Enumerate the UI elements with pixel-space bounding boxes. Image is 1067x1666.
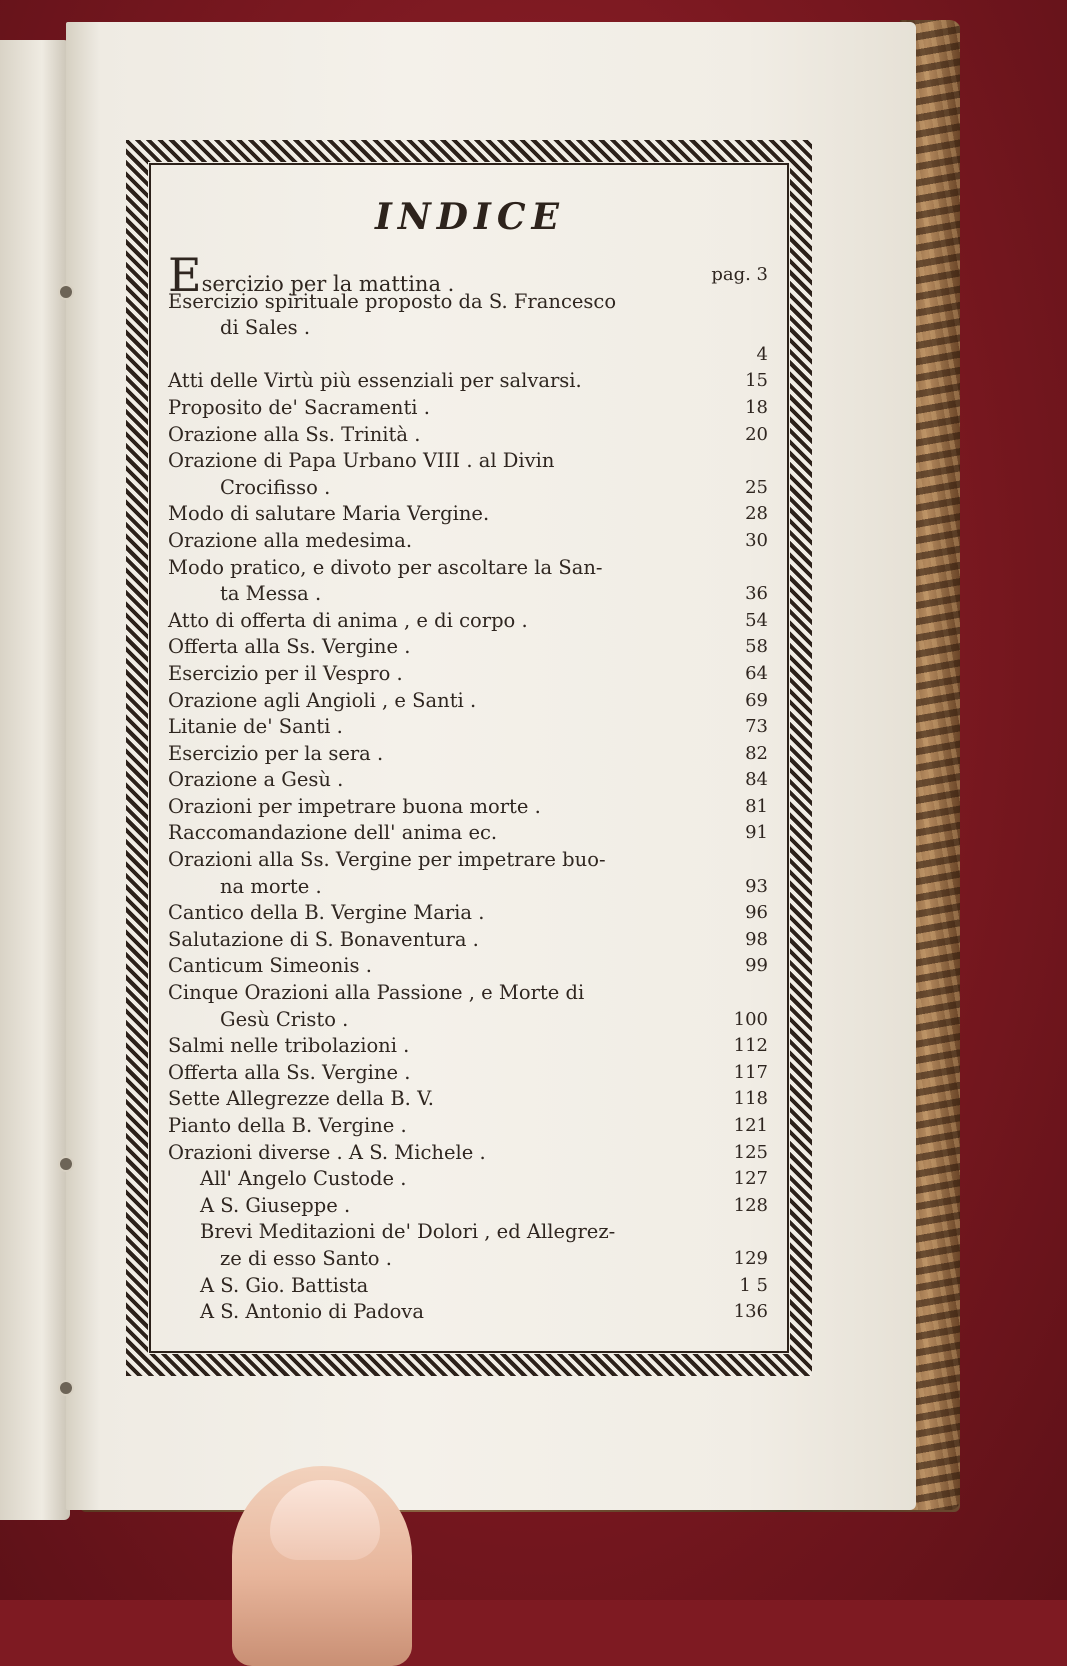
toc-entry-page-number: 93 bbox=[745, 875, 768, 897]
toc-entry-title: Esercizio per la mattina . bbox=[168, 248, 455, 302]
toc-entry bbox=[168, 1033, 768, 1060]
toc-entry bbox=[168, 501, 768, 528]
index-title: INDICE bbox=[375, 196, 565, 238]
toc-entry-page-number: 73 bbox=[745, 716, 768, 738]
toc-entry-page-number: 54 bbox=[745, 609, 768, 631]
toc-entry-title: A S. Giuseppe . bbox=[200, 1193, 351, 1217]
toc-entry-page-number: 82 bbox=[745, 742, 768, 764]
toc-entry bbox=[168, 555, 768, 582]
toc-entry-title: Litanie de' Santi . bbox=[168, 715, 343, 739]
toc-entry-page-number: 136 bbox=[733, 1301, 768, 1323]
toc-entry bbox=[168, 1007, 768, 1034]
toc-entry bbox=[168, 714, 768, 741]
toc-entry bbox=[168, 448, 768, 475]
toc-entry bbox=[168, 927, 768, 954]
toc-entry-title: Modo pratico, e divoto per ascoltare la San- bbox=[168, 555, 603, 579]
toc-entry bbox=[168, 874, 768, 901]
toc-entry-title: Brevi Meditazioni de' Dolori , ed Allegrez- bbox=[200, 1220, 616, 1244]
toc-entry-title: ze di esso Santo . bbox=[220, 1246, 392, 1270]
toc-entry-page-number: 84 bbox=[745, 769, 768, 791]
binding-stitch bbox=[60, 286, 72, 298]
toc-entry-page-number: 4 bbox=[756, 343, 768, 365]
toc-entry bbox=[168, 688, 768, 715]
toc-entry-title: Cinque Orazioni alla Passione , e Morte di bbox=[168, 981, 585, 1005]
toc-entry bbox=[168, 661, 768, 688]
toc-entry-page-number: 125 bbox=[733, 1141, 768, 1163]
toc-entry bbox=[168, 608, 768, 635]
toc-entry-title: Orazione di Papa Urbano VIII . al Divin bbox=[168, 449, 555, 473]
toc-entry-title: Crocifisso . bbox=[220, 475, 331, 499]
toc-entry-title: na morte . bbox=[220, 874, 322, 898]
toc-entry-title: di Sales . bbox=[220, 316, 311, 340]
toc-entry bbox=[168, 1140, 768, 1167]
toc-entry-title: Orazione agli Angioli , e Santi . bbox=[168, 688, 477, 712]
toc-entry-title: Orazione alla Ss. Trinità . bbox=[168, 422, 421, 446]
toc-entry-page-number: 118 bbox=[733, 1088, 768, 1110]
toc-entry bbox=[168, 395, 768, 422]
toc-entry-title: Modo di salutare Maria Vergine. bbox=[168, 502, 490, 526]
toc-entry-page-number: 112 bbox=[733, 1035, 768, 1057]
toc-entry-page-number: 81 bbox=[745, 795, 768, 817]
toc-entry-title: Pianto della B. Vergine . bbox=[168, 1114, 407, 1137]
toc-entry-title: Gesù Cristo . bbox=[220, 1007, 349, 1031]
toc-entry-page-number: 127 bbox=[733, 1168, 768, 1190]
toc-entry bbox=[168, 1193, 768, 1220]
toc-entry bbox=[168, 980, 768, 1007]
toc-entry-page-number: 100 bbox=[733, 1008, 768, 1030]
binding-stitch bbox=[60, 1158, 72, 1170]
toc-entry-title: Orazioni per impetrare buona morte . bbox=[168, 794, 541, 818]
toc-entry-page-number: 15 bbox=[745, 370, 768, 392]
toc-entry bbox=[168, 1246, 768, 1273]
toc-entry-title: Esercizio per la sera . bbox=[168, 741, 384, 765]
toc-entry bbox=[168, 900, 768, 927]
toc-entry-title: Orazione a Gesù . bbox=[168, 768, 344, 792]
toc-entry bbox=[168, 475, 768, 502]
toc-entry bbox=[168, 1273, 768, 1300]
toc-entry-title: Atto di offerta di anima , e di corpo . bbox=[168, 608, 528, 632]
toc-entry bbox=[168, 1060, 768, 1087]
toc-entry-title: Salmi nelle tribolazioni . bbox=[168, 1034, 410, 1058]
toc-entry-page-number: 121 bbox=[733, 1115, 768, 1136]
toc-entry bbox=[168, 289, 768, 316]
toc-entry-page-number: 36 bbox=[745, 583, 768, 605]
toc-entry bbox=[168, 794, 768, 821]
toc-entry-page-number: 99 bbox=[745, 955, 768, 977]
toc-entry-title: Canticum Simeonis . bbox=[168, 954, 372, 978]
toc-entry bbox=[168, 581, 768, 608]
toc-entry-title: A S. Gio. Battista bbox=[200, 1273, 369, 1297]
toc-entry-title: ta Messa . bbox=[220, 582, 322, 606]
toc-entry-title: Orazione alla medesima. bbox=[168, 528, 413, 552]
toc-entry bbox=[168, 422, 768, 449]
toc-entry bbox=[168, 1299, 768, 1326]
toc-entry bbox=[168, 820, 768, 847]
toc-entry-title: A S. Antonio di Padova bbox=[200, 1300, 424, 1324]
toc-entry-page-number: 20 bbox=[745, 423, 768, 445]
toc-entry bbox=[168, 847, 768, 874]
toc-entry-page-number: 1 5 bbox=[739, 1274, 768, 1296]
toc-entry bbox=[168, 1166, 768, 1193]
toc-entry-title: Esercizio spirituale proposto da S. Francesco bbox=[168, 289, 617, 313]
toc-entry-title: Orazioni alla Ss. Vergine per impetrare buo- bbox=[168, 848, 606, 872]
toc-entry bbox=[168, 528, 768, 555]
toc-entry-title: Sette Allegrezze della B. V. bbox=[168, 1087, 434, 1111]
toc-entry-title: All' Angelo Custode . bbox=[200, 1167, 407, 1191]
toc-entry bbox=[168, 315, 768, 342]
toc-entry-title: Cantico della B. Vergine Maria . bbox=[168, 901, 485, 925]
toc-entry-page-number: 129 bbox=[733, 1247, 768, 1269]
toc-entry-title: Raccomandazione dell' anima ec. bbox=[168, 821, 498, 845]
toc-entry-title: Proposito de' Sacramenti . bbox=[168, 395, 430, 419]
toc-entry-title: Offerta alla Ss. Vergine . bbox=[168, 635, 411, 659]
toc-entry-page-number: 25 bbox=[745, 476, 768, 498]
table-of-contents bbox=[168, 248, 768, 1326]
toc-entry-title: Atti delle Virtù più essenziali per salvarsi. bbox=[168, 369, 582, 393]
binding-stitch bbox=[60, 1382, 72, 1394]
toc-entry-page-number: 96 bbox=[745, 902, 768, 924]
toc-entry bbox=[168, 953, 768, 980]
toc-entry-page-number: 69 bbox=[745, 689, 768, 711]
toc-entry bbox=[168, 634, 768, 661]
toc-entry bbox=[168, 368, 768, 395]
toc-entry-page-number: 64 bbox=[745, 662, 768, 684]
toc-entry-page-number: 128 bbox=[733, 1194, 768, 1216]
left-page bbox=[0, 40, 70, 1520]
toc-entry-title: Esercizio per il Vespro . bbox=[168, 661, 403, 685]
toc-entry-title: Offerta alla Ss. Vergine . bbox=[168, 1060, 411, 1084]
toc-entry-page-number: 28 bbox=[745, 503, 768, 525]
toc-entry-page-number: 117 bbox=[733, 1061, 768, 1083]
toc-entry bbox=[168, 1113, 768, 1140]
toc-entry bbox=[168, 741, 768, 768]
toc-entry-page-number: 58 bbox=[745, 636, 768, 658]
toc-entry-page-number: 30 bbox=[745, 529, 768, 551]
toc-entry-title: Orazioni diverse . A S. Michele . bbox=[168, 1140, 486, 1164]
toc-entry bbox=[168, 1086, 768, 1113]
toc-entry-page-number: pag. 3 bbox=[711, 264, 768, 285]
toc-entry-title: Salutazione di S. Bonaventura . bbox=[168, 927, 479, 951]
toc-entry-page-number: 98 bbox=[745, 928, 768, 950]
toc-entry-page-number: 18 bbox=[745, 396, 768, 418]
toc-entry-page-number: 91 bbox=[745, 822, 768, 844]
toc-entry bbox=[168, 767, 768, 794]
toc-entry bbox=[168, 1219, 768, 1246]
toc-entry bbox=[168, 342, 768, 369]
